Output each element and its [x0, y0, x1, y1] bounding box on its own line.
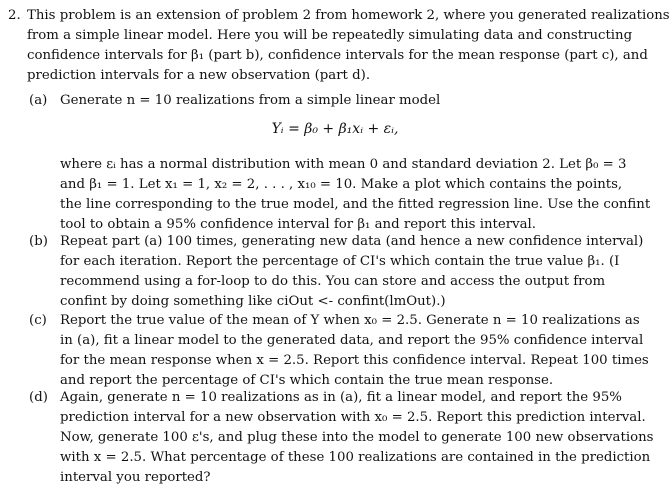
part-a-body	[60, 155, 650, 235]
part-b-line: Repeat part (a) 100 times, generating new data (and hence a new confidence interval)	[60, 234, 644, 249]
intro-line: confidence intervals for β₁ (part b), confidence intervals for the mean response (part c), and	[27, 48, 648, 63]
part-b-body	[60, 232, 643, 312]
part-c-line: for the mean response when x = 2.5. Report this confidence interval. Repeat 100 times	[60, 353, 649, 368]
part-a-line: tool to obtain a 95% confidence interval for β₁ and report this interval.	[60, 217, 537, 232]
part-d-label: (d)	[29, 390, 48, 405]
problem-number: 2.	[8, 8, 21, 23]
part-d-line: with x = 2.5. What percentage of these 100 realizations are contained in the prediction	[60, 450, 651, 465]
intro-line: prediction intervals for a new observation (part d).	[27, 68, 371, 83]
part-c-line: in (a), fit a linear model to the generated data, and report the 95% confidence interval	[60, 333, 644, 348]
part-d-line: Again, generate n = 10 realizations as in (a), fit a linear model, and report the 95%	[60, 390, 622, 405]
part-c-line: and report the percentage of CI's which contain the true mean response.	[60, 373, 554, 388]
part-b-label: (b)	[29, 234, 48, 249]
part-b-line: confint by doing something like ciOut <- confint(lmOut).)	[60, 294, 446, 309]
part-a-line: where εᵢ has a normal distribution with mean 0 and standard deviation 2. Let β₀ = 3	[60, 157, 627, 172]
problem-intro	[27, 6, 670, 86]
part-c-body	[60, 311, 649, 391]
part-d-line: interval you reported?	[60, 470, 211, 485]
intro-line: This problem is an extension of problem 2 from homework 2, where you generated realizations	[27, 8, 670, 23]
part-c-line: Report the true value of the mean of Y when x₀ = 2.5. Generate n = 10 realizations as	[60, 313, 640, 328]
part-a-line: the line corresponding to the true model, and the fitted regression line. Use the confint	[60, 197, 651, 212]
intro-line: from a simple linear model. Here you will be repeatedly simulating data and constructing	[27, 28, 633, 43]
part-c-label: (c)	[29, 313, 47, 328]
part-b-line: recommend using a for-loop to do this. You can store and access the output from	[60, 274, 606, 289]
part-a-line: and β₁ = 1. Let x₁ = 1, x₂ = 2, . . . , x₁₀ = 10. Make a plot which contains the points,	[60, 177, 623, 192]
part-d-body	[60, 388, 653, 488]
part-d-line: Now, generate 100 ε's, and plug these into the model to generate 100 new observations	[60, 430, 654, 445]
part-b-line: for each iteration. Report the percentage of CI's which contain the true value β₁. (I	[60, 254, 620, 269]
part-d-line: prediction interval for a new observation with x₀ = 2.5. Report this prediction interval.	[60, 410, 646, 425]
part-a-label: (a)	[29, 93, 48, 108]
model-equation: Yᵢ = β₀ + β₁xᵢ + εᵢ,	[271, 121, 399, 137]
part-a-lead: Generate n = 10 realizations from a simple linear model	[60, 93, 441, 108]
